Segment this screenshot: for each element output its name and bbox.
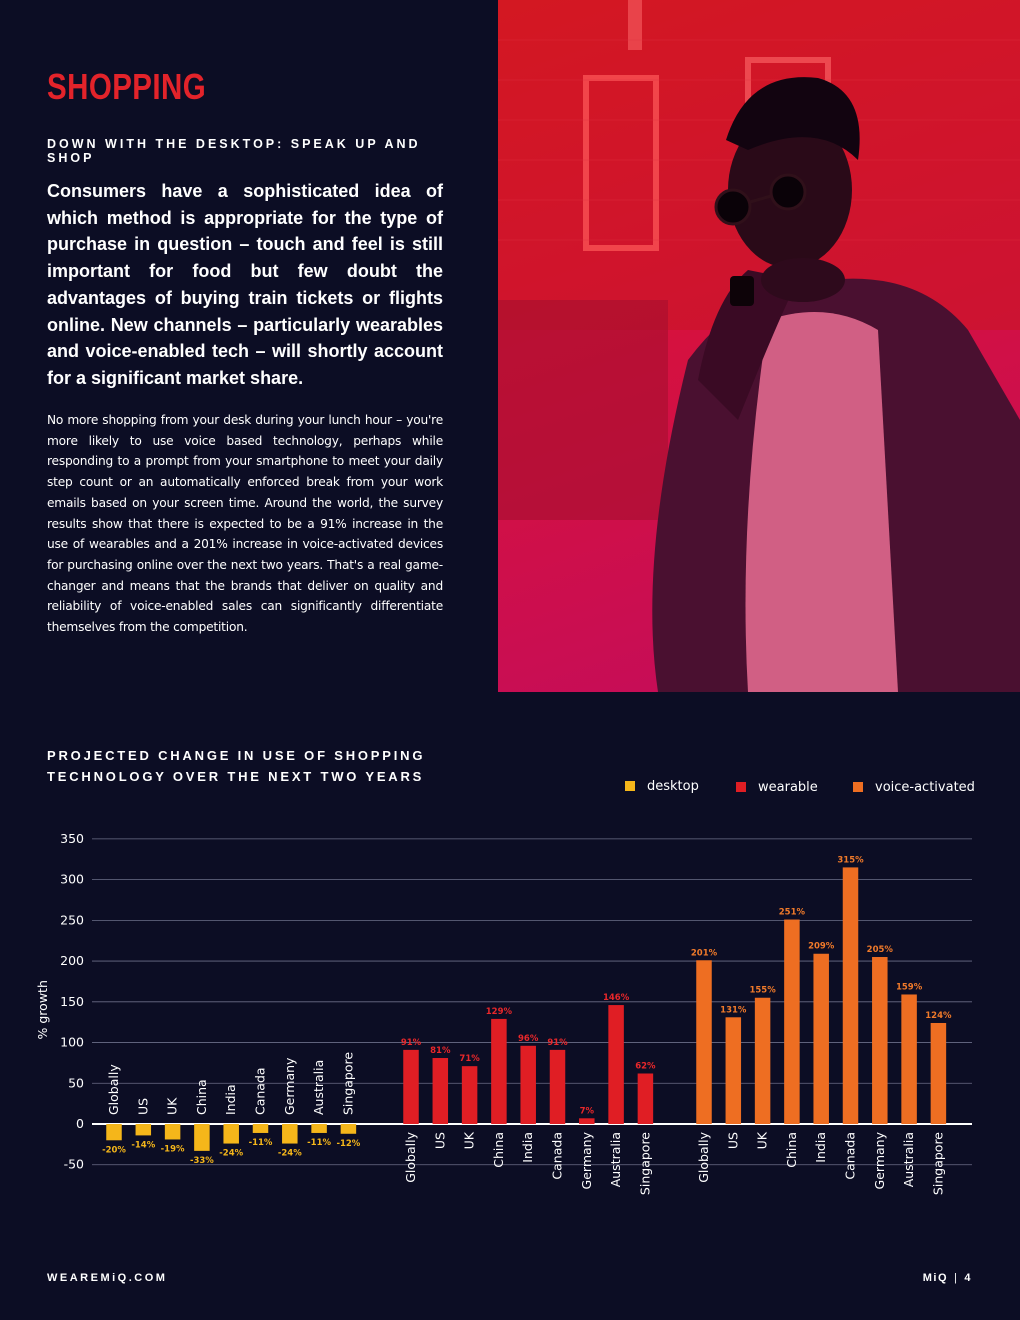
footer-website[interactable]: WEAREMiQ.COM [47,1272,168,1284]
data-label-desktop: -24% [219,1148,244,1159]
category-label: US [135,1097,151,1115]
legend-desktop [625,776,699,796]
bar-wearable-uk [462,1066,478,1124]
category-label: Singapore [637,1132,653,1196]
bar-desktop-canada [253,1124,269,1133]
category-label: India [520,1132,536,1163]
category-label: Globally [696,1132,711,1183]
data-label-wearable: 62% [635,1061,656,1072]
bar-wearable-india [520,1046,536,1124]
y-tick-label: 250 [60,912,84,928]
lead-paragraph: Consumers have a sophisticated idea of which method is appropriate for the type of purchase in question – touch and feel is still important for food but few doubt the advantages of buying train tickets or flights online. New channels – particularly wearables and voice-enabled tech – will shortly account for a significant market share. [47,181,443,388]
legend-wearable [736,777,818,797]
data-label-wearable: 129% [485,1006,513,1017]
chart-title-line2: TECHNOLOGY OVER THE NEXT TWO YEARS [47,769,425,784]
bar-voice-activated-globally [696,960,712,1124]
bar-voice-activated-australia [901,994,917,1124]
category-label: Germany [871,1132,887,1190]
category-label: Globally [403,1132,418,1183]
category-label: UK [164,1097,180,1115]
y-tick-label: 0 [76,1116,84,1131]
data-label-voice-activated: 209% [808,941,835,952]
bar-wearable-globally [403,1050,419,1124]
category-label: India [223,1084,239,1115]
data-label-voice-activated: 155% [749,985,776,996]
footer-brand: MiQ [922,1272,949,1284]
bar-voice-activated-canada [843,867,859,1124]
data-label-voice-activated: 251% [778,907,806,918]
category-label: India [813,1132,829,1163]
data-label-desktop: -14% [131,1140,156,1151]
data-label-voice-activated: 315% [837,855,864,866]
data-label-wearable: 96% [518,1033,539,1044]
data-label-wearable: 91% [547,1037,568,1048]
body-paragraph: No more shopping from your desk during your lunch hour – you're more likely to use voice based technology, perhaps while responding to a prompt from your smartphone to meet your daily step count or an automatically enforced break from your work emails based on your screen time. Around the world, the survey results show that there is expected to be a 91% increase in the use of wearables and a 201% increase in voice-activated devices for purchasing online over the next two years. That's a real game-changer and means that the brands that deliver on quality and reliability of voice-enabled sales can significantly differentiate themselves from the competition. [47,413,443,635]
chart-title-line1: PROJECTED CHANGE IN USE OF SHOPPING [47,748,426,763]
chart-title [47,745,447,787]
legend-voice-activated-label: voice-activated [875,779,975,795]
shopping-technology-bar-chart [0,820,1020,1220]
bar-wearable-australia [608,1005,624,1124]
data-label-desktop: -20% [102,1145,126,1156]
data-label-wearable: 91% [400,1037,422,1048]
category-label: Canada [252,1067,268,1115]
category-label: UK [754,1132,770,1150]
data-label-desktop: -19% [160,1144,185,1155]
bar-desktop-australia [311,1124,327,1133]
bar-desktop-china [194,1124,210,1151]
footer-page-number: 4 [964,1272,972,1284]
bar-wearable-singapore [638,1073,654,1124]
data-label-desktop: -11% [248,1137,273,1148]
data-label-desktop: -11% [307,1137,332,1148]
section-title: SHOPPING [47,66,207,107]
category-label: US [432,1132,448,1150]
category-label: Singapore [340,1051,356,1115]
y-tick-label: 200 [60,953,84,969]
legend-voice-activated-swatch [853,782,863,792]
bar-voice-activated-china [784,920,800,1124]
bar-desktop-india [223,1124,239,1144]
bar-desktop-germany [282,1124,298,1144]
data-label-voice-activated: 201% [690,948,718,959]
category-label: Globally [106,1064,121,1115]
footer-separator: | [954,1272,959,1284]
y-tick-label: -50 [63,1156,84,1172]
data-label-wearable: 81% [430,1046,451,1057]
bar-voice-activated-uk [755,998,771,1124]
footer-page-info [923,1272,972,1284]
category-label: Australia [901,1132,917,1188]
bar-voice-activated-singapore [931,1023,947,1124]
category-label: Australia [311,1059,327,1115]
person-smiling-photo [498,0,1020,692]
data-label-desktop: -12% [336,1138,361,1149]
y-tick-label: 150 [60,993,84,1009]
data-label-desktop: -24% [277,1148,302,1159]
y-tick-label: 50 [68,1075,84,1091]
data-label-desktop: -33% [189,1155,214,1166]
category-label: Canada [842,1132,858,1180]
bar-desktop-globally [106,1124,122,1140]
data-label-voice-activated: 205% [866,945,893,956]
bar-voice-activated-germany [872,957,888,1124]
bar-wearable-china [491,1019,507,1124]
bar-voice-activated-india [813,954,829,1124]
category-label: China [783,1132,799,1168]
data-label-voice-activated: 159% [895,982,923,993]
legend-wearable-label: wearable [758,779,818,795]
y-tick-label: 350 [60,830,84,846]
category-label: Singapore [930,1132,946,1196]
category-label: Australia [608,1132,624,1188]
data-label-wearable: 146% [602,993,630,1004]
data-label-wearable: 71% [459,1054,480,1065]
legend-desktop-label: desktop [647,778,699,794]
bar-desktop-uk [165,1124,181,1139]
legend-wearable-swatch [736,782,746,792]
bar-desktop-singapore [341,1124,357,1134]
y-axis-label: % growth [35,980,50,1040]
category-label: US [725,1132,741,1150]
bar-voice-activated-us [726,1017,742,1124]
bar-wearable-canada [550,1050,566,1124]
data-label-voice-activated: 124% [925,1010,952,1021]
y-tick-label: 100 [60,1034,84,1050]
bar-desktop-us [136,1124,152,1135]
legend-voice-activated [853,777,975,797]
bar-wearable-germany [579,1118,595,1124]
y-tick-label: 300 [60,871,84,887]
category-label: China [193,1079,209,1115]
category-label: Germany [281,1057,297,1115]
data-label-voice-activated: 131% [720,1005,747,1016]
category-label: Canada [549,1132,565,1180]
category-label: UK [461,1132,477,1150]
legend-desktop-swatch [625,781,635,791]
category-label: Germany [578,1132,594,1190]
category-label: China [490,1132,506,1168]
subheading: DOWN WITH THE DESKTOP: SPEAK UP AND SHOP [47,137,421,165]
data-label-wearable: 7% [579,1106,595,1117]
bar-wearable-us [433,1058,449,1124]
